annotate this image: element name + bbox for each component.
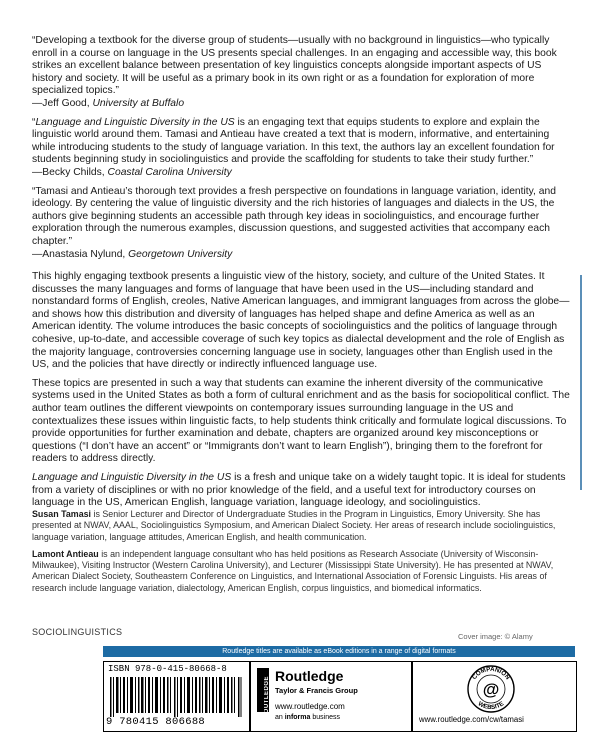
endorser-affiliation: Georgetown University <box>128 248 233 260</box>
author-bio-text: is an independent language consultant who has held positions as Research Associate (University of Wisconsin-Milwaukee), Visiting Instructor (Western Carolina University), and Lecturer (Mississippi State University). He has presented at NWAV, American Dialect Society, Southeastern Conference on Linguistics, and International Association of Forensic Linguists. His areas of research include language variation, dialectology, American English, corpus linguistics, and biomedical informatics. <box>32 548 554 593</box>
endorser-name: —Jeff Good, <box>32 97 93 109</box>
quote-text: is an engaging text that equips students to explore and explain the linguistic world around them. Tamasi and Antieau have created a text that is modern, informative, and entertaining while introducing students to the study of language variation. In this text, the authors lay an excellent foundation for students beginning study in sociolinguistics and provide the scaffolding for students to take their study further.” <box>32 116 555 166</box>
barcode-digits: 9 780415 806688 <box>106 716 206 728</box>
author-bio <box>32 509 577 543</box>
barcode-box <box>103 661 250 732</box>
quote-attribution <box>32 167 572 180</box>
endorser-affiliation: University at Buffalo <box>92 97 185 109</box>
publisher-url[interactable]: www.routledge.com <box>275 702 345 711</box>
quote-attribution <box>32 249 572 262</box>
ebook-notice-bar: Routledge titles are available as eBook editions in a range of digital formats <box>103 646 575 657</box>
description-paragraph: These topics are presented in such a way that students can examine the inherent diversity of the communicative systems used in the United States as both a form of cultural enrichment and as the basis for sociopolitical conflict. The author team outlines the different viewpoints on contemporary issues surrounding language in the US and contextualizes these issues within linguistic facts, to help students think critically and formulate logical discussions. To provide opportunities for further examination and debate, chapters are organized around key misconceptions or questions (“I don’t have an accent” or “Immigrants don’t want to learn English”), bringing them to the forefront for readers to address directly. <box>32 377 570 465</box>
svg-text:WEBSITE: WEBSITE <box>476 700 506 712</box>
endorser-name: —Becky Childs, <box>32 166 108 178</box>
open-quote: “ <box>32 116 36 128</box>
closing-text: is a fresh and unique take on a widely taught topic. It is ideal for students from a variety of disciplines or with no prior knowledge of the field, and a useful text for introductory courses on language in the US, American English, language variation, language ideology, and sociolinguistics. <box>32 472 566 509</box>
publisher-name: Routledge <box>275 668 344 684</box>
publisher-box <box>250 661 412 732</box>
quote-attribution <box>32 98 572 111</box>
author-name: Lamont Antieau <box>32 548 99 559</box>
publisher-tagline: an informa business <box>275 714 340 721</box>
author-bio <box>32 549 577 594</box>
cover-credit: Cover image: © Alamy <box>458 632 533 641</box>
endorser-name: —Anastasia Nylund, <box>32 248 129 260</box>
companion-website-seal-icon <box>464 664 518 714</box>
author-bios <box>32 509 577 600</box>
routledge-logo-mark: ROUTLEDGE <box>257 668 269 712</box>
endorsement-quote <box>32 117 572 180</box>
back-cover-text <box>32 35 572 516</box>
companion-website-box <box>412 661 577 732</box>
subject-category: SOCIOLINGUISTICS <box>32 627 123 637</box>
description-paragraph: This highly engaging textbook presents a linguistic view of the history, society, and culture of the United States. It discusses the many languages and forms of language that have been used in the US—including standard and nonstandard forms of English, creoles, Native American languages, and immigrant languages from across the globe—and shows how this distribution and diversity of languages has helped shape and define America as well as an American identity. The volume introduces the basic concepts of sociolinguistics and the politics of language through cohesive, up-to-date, and accessible coverage of such key topics as dialectal development and the role of English as the majority language, controversies concerning language use in society, languages other than English used in the US, and the policies that have directly or indirectly influenced language use. <box>32 271 570 371</box>
endorsement-quote <box>32 186 572 262</box>
author-name: Susan Tamasi <box>32 509 92 519</box>
endorser-affiliation: Coastal Carolina University <box>107 166 232 178</box>
svg-text:@: @ <box>482 680 500 699</box>
book-title-inline: Language and Linguistic Diversity in the US <box>32 472 232 483</box>
quote-text: “Tamasi and Antieau’s thorough text provides a fresh perspective on foundations in language variation, identity, and ideology. By centering the value of linguistic diversity and the rich histories of languages and dialects in the US, the authors give beginning students an accessible path through key ideas in sociolinguistics, and encourage further exploration through the numerous examples, discussion questions, and suggested activities that accompany each chapter.” <box>32 185 556 247</box>
barcode-icon <box>110 677 242 717</box>
closing-paragraph <box>32 472 572 510</box>
isbn-label: ISBN 978-0-415-80668-8 <box>108 664 227 674</box>
accent-rule <box>580 275 582 490</box>
author-bio-text: is Senior Lecturer and Director of Undergraduate Studies in the Program in Linguistics, Emory University. She has presented at NWAV, AAAL, Sociolinguistics Symposium, and American Dialect Society. Her areas of research include sociolinguistics, language variation, language attitudes, American English, and health communication. <box>32 509 556 542</box>
book-title-inline: Language and Linguistic Diversity in the US <box>35 116 235 128</box>
svg-text:COMPANION: COMPANION <box>470 665 512 682</box>
publisher-group: Taylor & Francis Group <box>275 686 358 695</box>
quote-text: “Developing a textbook for the diverse group of students—usually with no background in linguistics—who typically enroll in a course on language in the US presents special challenges. In an engaging and accessible way, this book strikes an excellent balance between presentation of key linguistics concepts alongside important aspects of US history and society. It will be useful as a primary book in its own right or as a foundation for exploration of more specialized topics.” <box>32 35 557 97</box>
endorsement-quote <box>32 35 572 111</box>
companion-website-url[interactable]: www.routledge.com/cw/tamasi <box>419 715 524 724</box>
